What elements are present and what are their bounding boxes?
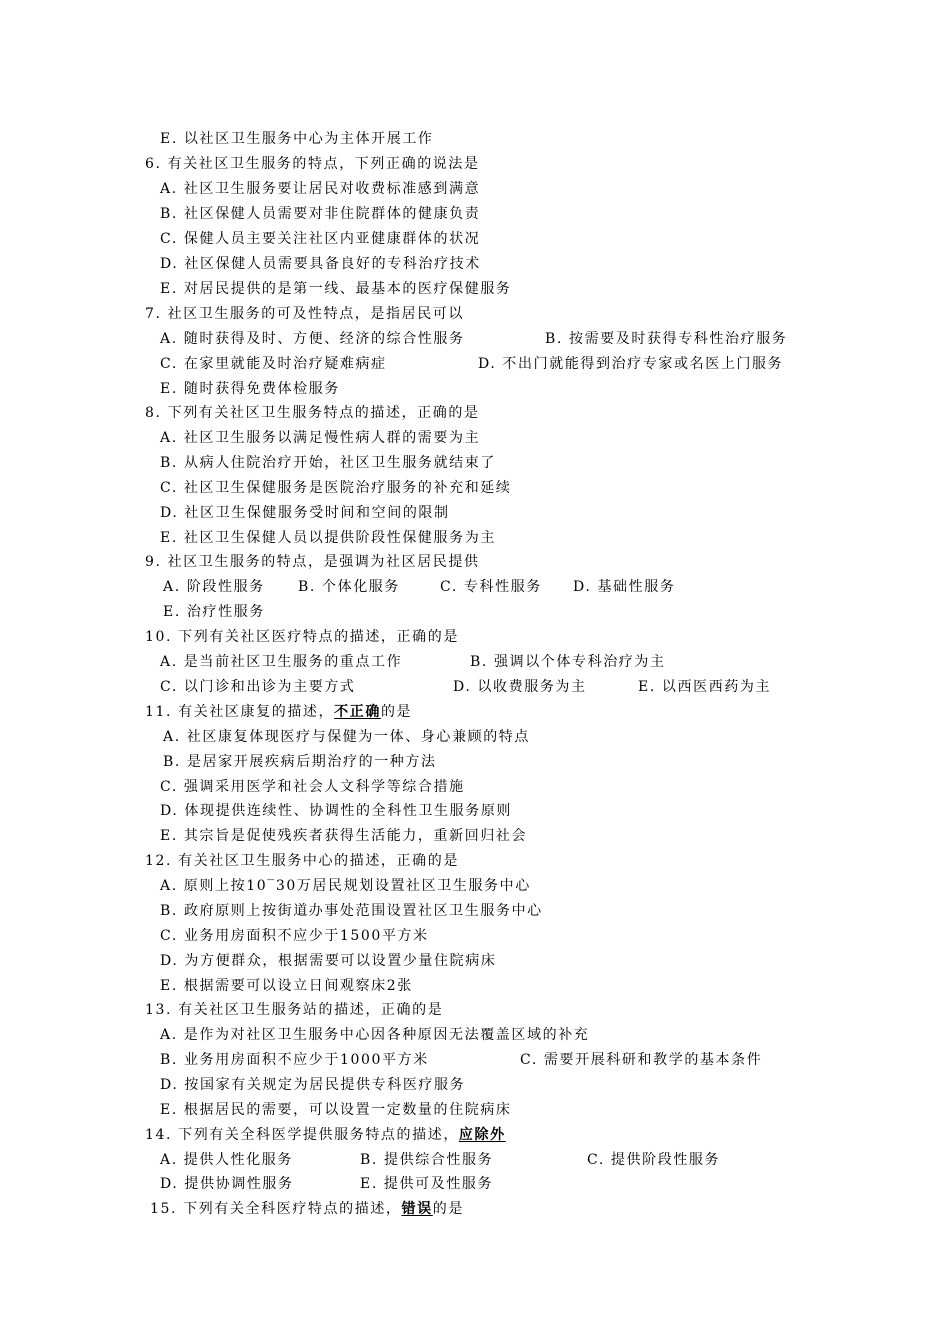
q15-stem-end: 的是 [432,1201,464,1217]
q9-option-e: E. 治疗性服务 [163,604,265,620]
q9-stem: 9. 社区卫生服务的特点，是强调为社区居民提供 [145,554,480,570]
q6-option-b: B. 社区保健人员需要对非住院群体的健康负责 [160,206,481,222]
q14-option-a: A. 提供人性化服务 [160,1152,294,1168]
q6-option-c: C. 保健人员主要关注社区内亚健康群体的状况 [160,231,481,247]
q15-stem [150,1200,464,1218]
q9-option-c: C. 专科性服务 [440,579,542,595]
q11-option-e: E. 其宗旨是促使残疾者获得生活能力，重新回归社会 [160,828,528,844]
q10-option-e: E. 以西医西药为主 [638,679,772,695]
q11-option-b: B. 是居家开展疾病后期治疗的一种方法 [163,754,437,770]
q10-stem: 10. 下列有关社区医疗特点的描述，正确的是 [145,629,459,645]
q13-option-d: D. 按国家有关规定为居民提供专科医疗服务 [160,1077,466,1093]
q14-emphasis: 应除外 [458,1127,506,1143]
q14-option-e: E. 提供可及性服务 [360,1176,494,1192]
q7-option-a: A. 随时获得及时、方便、经济的综合性服务 [160,331,465,347]
q12-option-e: E. 根据需要可以设立日间观察床2张 [160,978,413,994]
q11-option-a: A. 社区康复体现医疗与保健为一体、身心兼顾的特点 [163,729,531,745]
q14-option-d: D. 提供协调性服务 [160,1176,294,1192]
q10-option-b: B. 强调以个体专科治疗为主 [470,654,666,670]
q9-option-b: B. 个体化服务 [298,579,400,595]
q12-option-c: C. 业务用房面积不应少于1500平方米 [160,928,429,944]
q15-emphasis: 错误 [401,1201,433,1217]
q13-option-c: C. 需要开展科研和教学的基本条件 [520,1052,763,1068]
q8-option-e: E. 社区卫生保健人员以提供阶段性保健服务为主 [160,530,496,546]
q9-option-a: A. 阶段性服务 [163,579,265,595]
q8-option-d: D. 社区卫生保健服务受时间和空间的限制 [160,505,450,521]
q11-emphasis: 不正确 [334,704,381,720]
q7-option-b: B. 按需要及时获得专科性治疗服务 [545,331,788,347]
q12-option-b: B. 政府原则上按街道办事处范围设置社区卫生服务中心 [160,903,543,919]
q8-option-a: A. 社区卫生服务以满足慢性病人群的需要为主 [160,430,481,446]
q9-option-d: D. 基础性服务 [573,579,676,595]
q8-option-b: B. 从病人住院治疗开始，社区卫生服务就结束了 [160,455,496,471]
q11-option-c: C. 强调采用医学和社会人文科学等综合措施 [160,779,465,795]
q13-option-b: B. 业务用房面积不应少于1000平方米 [160,1052,429,1068]
q11-option-d: D. 体现提供连续性、协调性的全科性卫生服务原则 [160,803,513,819]
q13-option-a: A. 是作为对社区卫生服务中心因各种原因无法覆盖区域的补充 [160,1027,590,1043]
q6-option-d: D. 社区保健人员需要具备良好的专科治疗技术 [160,256,481,272]
q14-option-b: B. 提供综合性服务 [360,1152,494,1168]
q10-option-a: A. 是当前社区卫生服务的重点工作 [160,654,403,670]
q12-option-a: A. 原则上按10‾30万居民规划设置社区卫生服务中心 [160,878,531,894]
q10-option-c: C. 以门诊和出诊为主要方式 [160,679,356,695]
q7-option-d: D. 不出门就能得到治疗专家或名医上门服务 [478,356,784,372]
q11-stem [145,703,412,721]
q8-stem: 8. 下列有关社区卫生服务特点的描述，正确的是 [145,405,480,421]
q7-stem: 7. 社区卫生服务的可及性特点，是指居民可以 [145,306,465,322]
q7-option-e: E. 随时获得免费体检服务 [160,381,340,397]
q11-stem-end: 的是 [380,704,413,720]
q10-option-d: D. 以收费服务为主 [453,679,587,695]
q6-stem: 6. 有关社区卫生服务的特点，下列正确的说法是 [145,156,480,172]
q6-option-e: E. 对居民提供的是第一线、最基本的医疗保健服务 [160,281,512,297]
q15-stem-text: 15. 下列有关全科医疗特点的描述， [150,1201,402,1217]
q12-option-d: D. 为方便群众，根据需要可以设置少量住院病床 [160,953,497,969]
q6-option-a: A. 社区卫生服务要让居民对收费标准感到满意 [160,181,481,197]
q8-option-c: C. 社区卫生保健服务是医院治疗服务的补充和延续 [160,480,512,496]
q14-stem-text: 14. 下列有关全科医学提供服务特点的描述， [145,1127,459,1143]
q7-option-c: C. 在家里就能及时治疗疑难病症 [160,356,387,372]
q11-stem-text: 11. 有关社区康复的描述， [145,704,335,720]
q13-option-e: E. 根据居民的需要，可以设置一定数量的住院病床 [160,1102,512,1118]
q14-stem [145,1126,506,1144]
q5-option-e: E. 以社区卫生服务中心为主体开展工作 [160,131,434,147]
q13-stem: 13. 有关社区卫生服务站的描述，正确的是 [145,1002,444,1018]
q14-option-c: C. 提供阶段性服务 [587,1152,721,1168]
q12-stem: 12. 有关社区卫生服务中心的描述，正确的是 [145,853,459,869]
